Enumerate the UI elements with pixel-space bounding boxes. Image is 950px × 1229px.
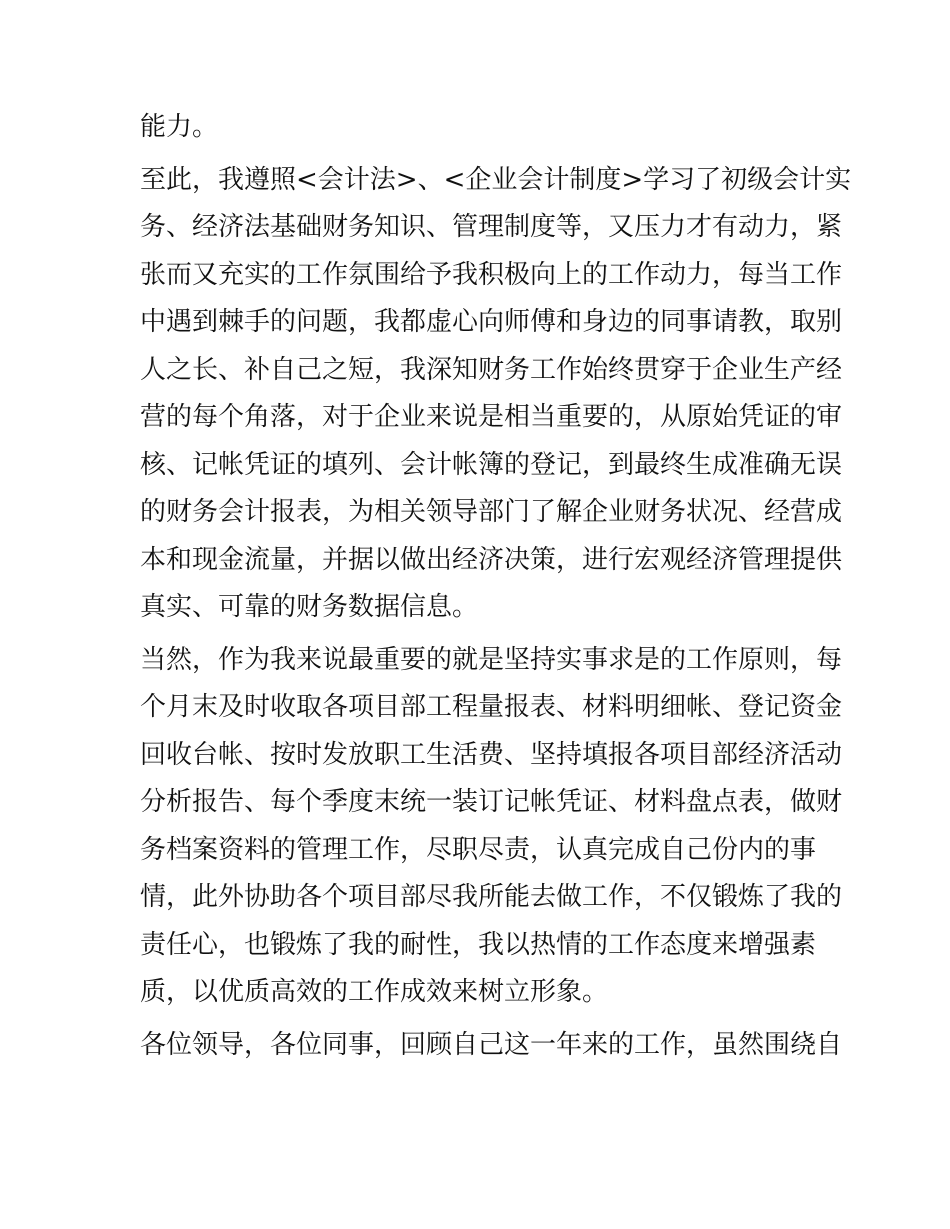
text-line: 责任心，也锻炼了我的耐性，我以热情的工作态度来增强素 <box>140 929 817 960</box>
text-line: 中遇到棘手的问题，我都虚心向师傅和身边的同事请教，取别 <box>140 307 843 337</box>
paragraph-1 <box>140 104 815 152</box>
paragraph-2 <box>140 157 852 632</box>
paragraph-4 <box>140 1022 843 1070</box>
text-line: 分析报告、每个季度末统一装订记帐凭证、材料盘点表，做财 <box>140 787 843 817</box>
text-line: 张而又充实的工作氛围给予我积极向上的工作动力，每当工作 <box>140 259 843 290</box>
text-line: 情，此外协助各个项目部尽我所能去做工作，不仅锻炼了我的 <box>140 882 843 912</box>
text-line: 个月末及时收取各项目部工程量报表、材料明细帐、登记资金 <box>140 692 843 722</box>
text-line: 回收台帐、按时发放职工生活费、坚持填报各项目部经济活动 <box>140 739 843 770</box>
text-line: 人之长、补自己之短，我深知财务工作始终贯穿于企业生产经 <box>140 354 843 385</box>
text-line: 各位领导，各位同事，回顾自己这一年来的工作，虽然围绕自 <box>140 1029 843 1060</box>
text-line: 当然，作为我来说最重要的就是坚持实事求是的工作原则，每 <box>140 644 843 675</box>
text-line: 质，以优质高效的工作成效来树立形象。 <box>140 977 609 1007</box>
paragraph-3 <box>140 637 843 1017</box>
text-line: 本和现金流量，并据以做出经济决策，进行宏观经济管理提供 <box>140 544 843 575</box>
text-line: 真实、可靠的财务数据信息。 <box>140 592 479 622</box>
text-line: 至此，我遵照<会计法>、<企业会计制度>学习了初级会计实 <box>140 164 852 195</box>
text-line: 的财务会计报表，为相关领导部门了解企业财务状况、经营成 <box>140 497 843 527</box>
text-line: 务档案资料的管理工作，尽职尽责，认真完成自己份内的事 <box>140 834 817 865</box>
document-body <box>140 104 852 1074</box>
text-line: 核、记帐凭证的填列、会计帐簿的登记，到最终生成准确无误 <box>140 449 843 480</box>
text-line: 能力。 <box>140 112 219 142</box>
text-line: 营的每个角落，对于企业来说是相当重要的，从原始凭证的审 <box>140 402 843 432</box>
text-line: 务、经济法基础财务知识、管理制度等，又压力才有动力，紧 <box>140 212 843 242</box>
